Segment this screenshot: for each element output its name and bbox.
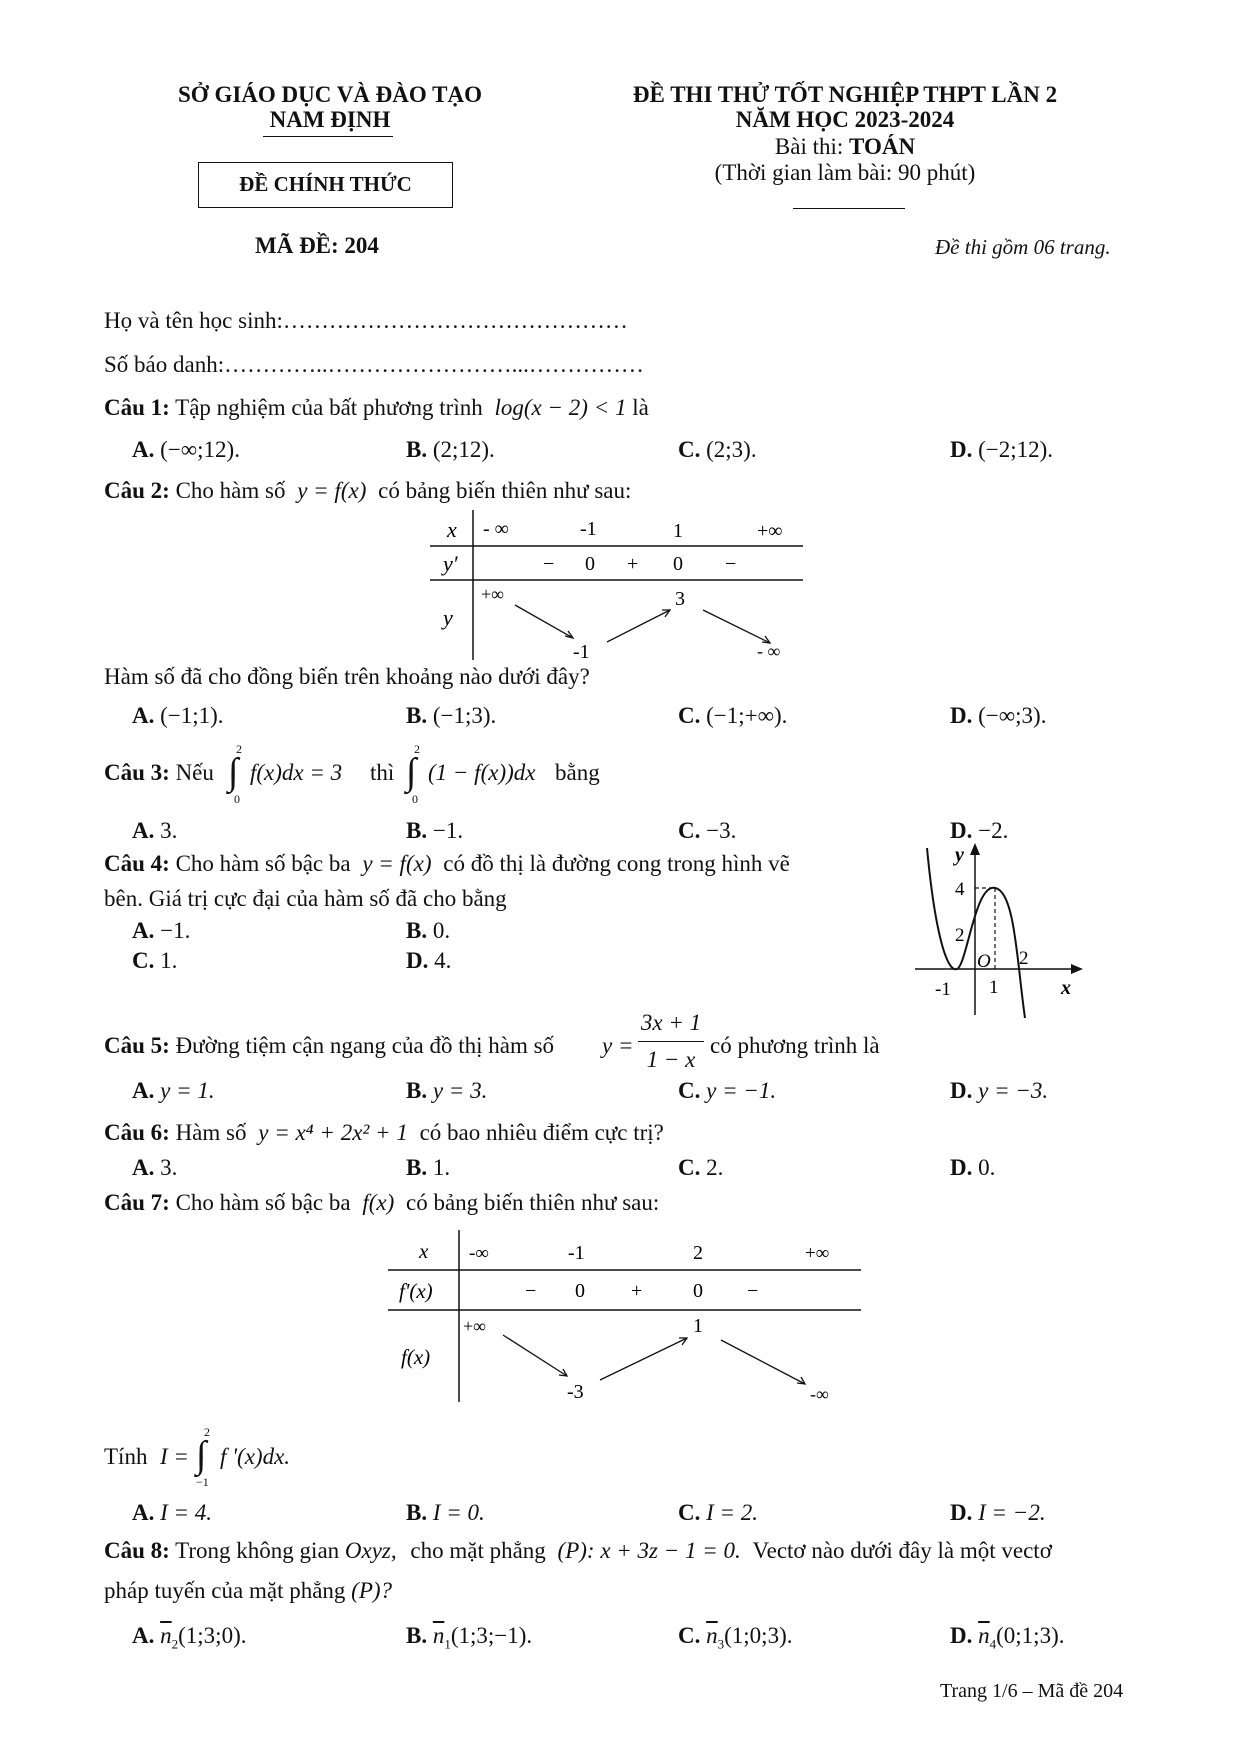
q4-label: Câu 4: bbox=[104, 851, 170, 876]
q2-option-b[interactable] bbox=[406, 703, 496, 729]
option-value: −3. bbox=[706, 818, 737, 843]
q3-int2-body: (1 − f(x))dx bbox=[428, 760, 536, 785]
q8-space: Oxyz, bbox=[344, 1538, 397, 1563]
fp-label: f'(x) bbox=[399, 1279, 433, 1303]
q8-line2: pháp tuyến của mặt phẳng bbox=[104, 1578, 346, 1603]
q2-tail: có bảng biến thiên như sau: bbox=[378, 478, 632, 503]
q5-label: Câu 5: bbox=[104, 1033, 170, 1058]
q7-integral bbox=[196, 1425, 220, 1489]
q8-text3: Vectơ nào dưới đây là một vectơ bbox=[752, 1538, 1052, 1563]
x-val: -1 bbox=[568, 1242, 585, 1264]
vector-sub: 2 bbox=[171, 1636, 179, 1652]
tick-label: 1 bbox=[989, 977, 999, 998]
q3-text2: thì bbox=[370, 760, 395, 785]
option-value: y = −1. bbox=[706, 1078, 777, 1103]
q5-numerator: 3x + 1 bbox=[640, 1010, 702, 1035]
q8-option-c[interactable] bbox=[678, 1623, 792, 1653]
y-axis-label: y bbox=[955, 844, 964, 866]
option-value: −2. bbox=[978, 818, 1009, 843]
x-label: x bbox=[447, 517, 457, 542]
q1-option-d[interactable] bbox=[950, 437, 1053, 463]
vector-sub: 1 bbox=[444, 1636, 451, 1652]
q7-label: Câu 7: bbox=[104, 1190, 170, 1215]
q8-option-a[interactable] bbox=[132, 1623, 246, 1653]
x-val: - ∞ bbox=[483, 518, 509, 540]
exam-code: MÃ ĐỀ: 204 bbox=[255, 233, 379, 258]
vector-n: $\overline{n}$ bbox=[978, 1623, 990, 1648]
option-key: A. bbox=[132, 703, 155, 728]
option-key: D. bbox=[950, 1500, 973, 1525]
question-8-line1 bbox=[104, 1538, 1052, 1564]
yp-label: y′ bbox=[443, 551, 458, 576]
q4-option-c[interactable] bbox=[132, 948, 177, 974]
q6-text: Hàm số bbox=[175, 1120, 247, 1145]
q1-tail: là bbox=[632, 395, 649, 420]
q4-graph bbox=[915, 843, 1095, 1018]
q5-option-c[interactable] bbox=[678, 1078, 776, 1104]
x-axis-label: x bbox=[1061, 977, 1071, 999]
q6-math: y = x⁴ + 2x² + 1 bbox=[258, 1120, 408, 1145]
q6-option-d[interactable] bbox=[950, 1155, 995, 1181]
option-key: A. bbox=[132, 1155, 155, 1180]
q6-option-a[interactable] bbox=[132, 1155, 177, 1181]
option-value: 2. bbox=[706, 1155, 724, 1180]
option-key: A. bbox=[132, 1078, 155, 1103]
exam-title: ĐỀ THI THỬ TỐT NGHIỆP THPT LẦN 2 bbox=[632, 82, 1058, 107]
q3-label: Câu 3: bbox=[104, 760, 170, 785]
option-value: (0;1;3). bbox=[996, 1623, 1065, 1648]
q2-question: Hàm số đã cho đồng biến trên khoảng nào dưới đây? bbox=[104, 664, 590, 689]
option-key: C. bbox=[678, 1500, 701, 1525]
vector-n: $\overline{n}$ bbox=[706, 1623, 718, 1648]
sign: 0 bbox=[585, 553, 595, 575]
option-value: 1. bbox=[160, 948, 178, 973]
vector-n: $\overline{n}$ bbox=[432, 1623, 445, 1648]
q8-option-d[interactable] bbox=[950, 1623, 1064, 1653]
y-val: -1 bbox=[573, 641, 590, 663]
q2-option-d[interactable] bbox=[950, 703, 1046, 729]
option-value: 3. bbox=[160, 818, 178, 843]
q7-compute-label: Tính bbox=[104, 1444, 148, 1469]
option-key: A. bbox=[132, 918, 155, 943]
f-val: -∞ bbox=[810, 1384, 829, 1404]
sign: − bbox=[525, 1280, 537, 1302]
option-key: B. bbox=[406, 1500, 428, 1525]
q8-label: Câu 8: bbox=[104, 1538, 170, 1563]
x-val: -1 bbox=[580, 518, 597, 540]
q5-text: Đường tiệm cận ngang của đồ thị hàm số bbox=[175, 1033, 555, 1058]
x-val: -∞ bbox=[469, 1243, 489, 1264]
tick-label: 2 bbox=[1019, 948, 1029, 969]
arrow-down bbox=[703, 610, 770, 643]
q7-option-b[interactable] bbox=[406, 1500, 485, 1526]
q5-option-d[interactable] bbox=[950, 1078, 1048, 1104]
vector-sub: 4 bbox=[989, 1636, 997, 1652]
option-key: C. bbox=[678, 1623, 701, 1648]
q4-option-d[interactable] bbox=[406, 948, 451, 974]
sign: + bbox=[627, 553, 639, 575]
q5-option-a[interactable] bbox=[132, 1078, 215, 1104]
origin-label: O bbox=[977, 951, 991, 972]
option-key: D. bbox=[950, 1078, 973, 1103]
q2-text: Cho hàm số bbox=[175, 478, 286, 503]
upper-limit: 2 bbox=[204, 1425, 210, 1439]
q7-text: Cho hàm số bậc ba bbox=[175, 1190, 351, 1215]
q7-tail: có bảng biến thiên như sau: bbox=[406, 1190, 660, 1215]
x-val: +∞ bbox=[805, 1243, 830, 1264]
question-7 bbox=[104, 1190, 659, 1216]
q6-tail: có bao nhiêu điểm cực trị? bbox=[419, 1120, 664, 1145]
q3-int1-body: f(x)dx = 3 bbox=[250, 760, 343, 785]
question-8-line2 bbox=[104, 1578, 392, 1604]
subject-line bbox=[595, 134, 1095, 160]
y-val: - ∞ bbox=[757, 641, 781, 661]
option-key: D. bbox=[950, 437, 973, 462]
option-key: B. bbox=[406, 703, 428, 728]
subject-label: Bài thi: bbox=[774, 134, 844, 159]
official-box: ĐỀ CHÍNH THỨC bbox=[198, 162, 453, 208]
page-footer: Trang 1/6 – Mã đề 204 bbox=[940, 1680, 1124, 1702]
f-val: 1 bbox=[693, 1315, 703, 1337]
q1-label: Câu 1: bbox=[104, 395, 170, 420]
q1-option-b[interactable] bbox=[406, 437, 495, 463]
option-key: D. bbox=[950, 1155, 973, 1180]
q3-integral-2 bbox=[406, 742, 428, 806]
option-key: A. bbox=[132, 1500, 155, 1525]
lower-limit: −1 bbox=[196, 1475, 209, 1489]
x-label: x bbox=[419, 1239, 429, 1263]
question-5 bbox=[104, 1033, 554, 1059]
arrow-up bbox=[607, 610, 670, 642]
q8-option-b[interactable] bbox=[406, 1623, 532, 1653]
tick-label: 4 bbox=[955, 879, 965, 900]
option-value: (−1;3). bbox=[432, 703, 497, 728]
f-label: f(x) bbox=[401, 1345, 431, 1369]
question-4-line2: bên. Giá trị cực đại của hàm số đã cho bằng bbox=[104, 886, 507, 911]
option-value: 0. bbox=[978, 1155, 996, 1180]
option-value: (2;12). bbox=[432, 437, 495, 462]
q2-option-c[interactable] bbox=[678, 703, 787, 729]
header-underline-left bbox=[263, 136, 393, 137]
option-value: I = 2. bbox=[706, 1500, 759, 1525]
option-key: A. bbox=[132, 437, 155, 462]
option-value: (−∞;12). bbox=[160, 437, 240, 462]
question-3 bbox=[104, 760, 214, 786]
question-2 bbox=[104, 478, 631, 504]
q4-tail: có đồ thị là đường cong trong hình vẽ bbox=[443, 851, 790, 876]
q4-math: y = f(x) bbox=[362, 851, 432, 876]
option-value: I = 0. bbox=[432, 1500, 485, 1525]
student-name-field: Họ và tên học sinh:……………………………………… bbox=[104, 308, 628, 333]
integral-sign: ∫ bbox=[406, 751, 417, 793]
sign: 0 bbox=[673, 553, 683, 575]
sign: − bbox=[725, 553, 737, 575]
q5-fraction-bar bbox=[638, 1041, 704, 1042]
option-value: y = 1. bbox=[160, 1078, 215, 1103]
lower-limit: 0 bbox=[412, 792, 418, 806]
q4-option-a[interactable] bbox=[132, 918, 190, 944]
q3-option-d[interactable] bbox=[950, 818, 1008, 844]
q1-text: Tập nghiệm của bất phương trình bbox=[175, 395, 483, 420]
option-key: C. bbox=[132, 948, 155, 973]
option-key: C. bbox=[678, 818, 701, 843]
subject: TOÁN bbox=[849, 134, 916, 159]
option-value: I = −2. bbox=[978, 1500, 1046, 1525]
q8-plane: (P): x + 3z − 1 = 0. bbox=[557, 1538, 741, 1563]
option-key: A. bbox=[132, 818, 155, 843]
q7-compute-lhs: I = bbox=[160, 1444, 195, 1469]
arrow-down bbox=[721, 1340, 805, 1384]
upper-limit: 2 bbox=[236, 742, 242, 756]
option-key: C. bbox=[678, 1078, 701, 1103]
q3-tail: bằng bbox=[555, 760, 600, 785]
q1-option-a[interactable] bbox=[132, 437, 240, 463]
q8-text2: cho mặt phẳng bbox=[410, 1538, 546, 1563]
q7-compute-body: f '(x)dx. bbox=[220, 1444, 291, 1469]
option-key: D. bbox=[950, 703, 973, 728]
option-value: (−2;12). bbox=[978, 437, 1054, 462]
arrow-down bbox=[515, 605, 573, 638]
option-value: y = −3. bbox=[978, 1078, 1049, 1103]
option-key: D. bbox=[950, 1623, 973, 1648]
q2-variation-table bbox=[425, 510, 805, 670]
q2-option-a[interactable] bbox=[132, 703, 224, 729]
sign: − bbox=[543, 553, 555, 575]
option-value: 3. bbox=[160, 1155, 178, 1180]
dept-name: SỞ GIÁO DỤC VÀ ĐÀO TẠO bbox=[178, 82, 482, 107]
q8-plane2: (P)? bbox=[351, 1578, 393, 1603]
q3-option-a[interactable] bbox=[132, 818, 177, 844]
option-value: −1. bbox=[432, 818, 464, 843]
q2-math: y = f(x) bbox=[297, 478, 367, 503]
integral-sign: ∫ bbox=[196, 1434, 207, 1476]
vector-sub: 3 bbox=[717, 1636, 725, 1652]
q7-option-d[interactable] bbox=[950, 1500, 1046, 1526]
sign: − bbox=[747, 1280, 759, 1302]
option-key: C. bbox=[678, 703, 701, 728]
q3-text1: Nếu bbox=[175, 760, 214, 785]
q5-lhs: y = bbox=[602, 1033, 634, 1058]
question-4-line1 bbox=[104, 851, 790, 877]
q3-option-b[interactable] bbox=[406, 818, 463, 844]
y-val: 3 bbox=[675, 588, 685, 610]
option-value: (−∞;3). bbox=[978, 703, 1047, 728]
q6-option-b[interactable] bbox=[406, 1155, 450, 1181]
duration: (Thời gian làm bài: 90 phút) bbox=[714, 160, 976, 185]
q8-text1: Trong không gian bbox=[175, 1538, 340, 1563]
tick-label: 2 bbox=[955, 925, 965, 946]
option-value: (−1;1). bbox=[160, 703, 224, 728]
q5-option-b[interactable] bbox=[406, 1078, 487, 1104]
option-value: (1;3;0). bbox=[178, 1623, 247, 1648]
option-value: (1;0;3). bbox=[724, 1623, 793, 1648]
option-value: 0. bbox=[432, 918, 451, 943]
x-val: 1 bbox=[673, 520, 683, 542]
option-key: B. bbox=[406, 1155, 428, 1180]
q7-option-a[interactable] bbox=[132, 1500, 212, 1526]
school-year: NĂM HỌC 2023-2024 bbox=[735, 107, 955, 132]
province-name: NAM ĐỊNH bbox=[269, 107, 391, 132]
integral-sign: ∫ bbox=[228, 751, 239, 793]
sign: 0 bbox=[693, 1280, 703, 1302]
q7-variation-table bbox=[385, 1230, 865, 1410]
sign: + bbox=[631, 1280, 643, 1302]
x-val: 2 bbox=[693, 1242, 703, 1264]
sign: 0 bbox=[575, 1280, 585, 1302]
lower-limit: 0 bbox=[234, 792, 240, 806]
option-value: −1. bbox=[160, 918, 191, 943]
option-key: B. bbox=[406, 437, 428, 462]
option-key: B. bbox=[406, 1078, 428, 1103]
q6-label: Câu 6: bbox=[104, 1120, 170, 1145]
x-arrow bbox=[1071, 964, 1083, 974]
option-value: (2;3). bbox=[706, 437, 757, 462]
arrow-head bbox=[559, 1369, 567, 1376]
q5-tail: có phương trình là bbox=[710, 1033, 880, 1058]
option-key: D. bbox=[406, 948, 429, 973]
q1-math: log(x − 2) < 1 bbox=[494, 395, 627, 420]
q4-option-b[interactable] bbox=[406, 918, 450, 944]
q4-text: Cho hàm số bậc ba bbox=[175, 851, 351, 876]
arrow-down bbox=[503, 1335, 567, 1376]
pages-note: Đề thi gồm 06 trang. bbox=[935, 235, 1111, 259]
option-key: B. bbox=[406, 918, 428, 943]
option-value: I = 4. bbox=[160, 1500, 213, 1525]
q1-option-c[interactable] bbox=[678, 437, 757, 463]
option-value: (1;3;−1). bbox=[450, 1623, 533, 1648]
x-val: +∞ bbox=[757, 520, 783, 542]
option-value: 1. bbox=[432, 1155, 451, 1180]
f-val: +∞ bbox=[463, 1316, 486, 1336]
arrow-up bbox=[600, 1338, 687, 1380]
option-value: (−1;+∞). bbox=[706, 703, 788, 728]
option-key: C. bbox=[678, 1155, 701, 1180]
q5-denominator: 1 − x bbox=[646, 1047, 696, 1072]
q7-math: f(x) bbox=[362, 1190, 395, 1215]
option-key: A. bbox=[132, 1623, 155, 1648]
q2-label: Câu 2: bbox=[104, 478, 170, 503]
question-6 bbox=[104, 1120, 664, 1146]
option-key: D. bbox=[950, 818, 973, 843]
header-underline-right bbox=[793, 208, 905, 209]
y-label: y bbox=[443, 605, 453, 630]
option-key: B. bbox=[406, 1623, 428, 1648]
q3-option-c[interactable] bbox=[678, 818, 736, 844]
q7-option-c[interactable] bbox=[678, 1500, 758, 1526]
option-value: y = 3. bbox=[432, 1078, 488, 1103]
option-key: C. bbox=[678, 437, 701, 462]
f-val: -3 bbox=[567, 1381, 584, 1403]
y-arrow bbox=[970, 843, 980, 855]
tick-label: -1 bbox=[935, 979, 951, 1000]
vector-n: $\overline{n}$ bbox=[160, 1623, 172, 1648]
option-value: 4. bbox=[434, 948, 452, 973]
upper-limit: 2 bbox=[414, 742, 420, 756]
student-id-field: Số báo danh:…………..……………………...…………… bbox=[104, 352, 644, 377]
option-key: B. bbox=[406, 818, 428, 843]
y-val: +∞ bbox=[481, 584, 504, 604]
question-1 bbox=[104, 395, 649, 421]
q3-integral-1 bbox=[228, 742, 250, 806]
q6-option-c[interactable] bbox=[678, 1155, 723, 1181]
